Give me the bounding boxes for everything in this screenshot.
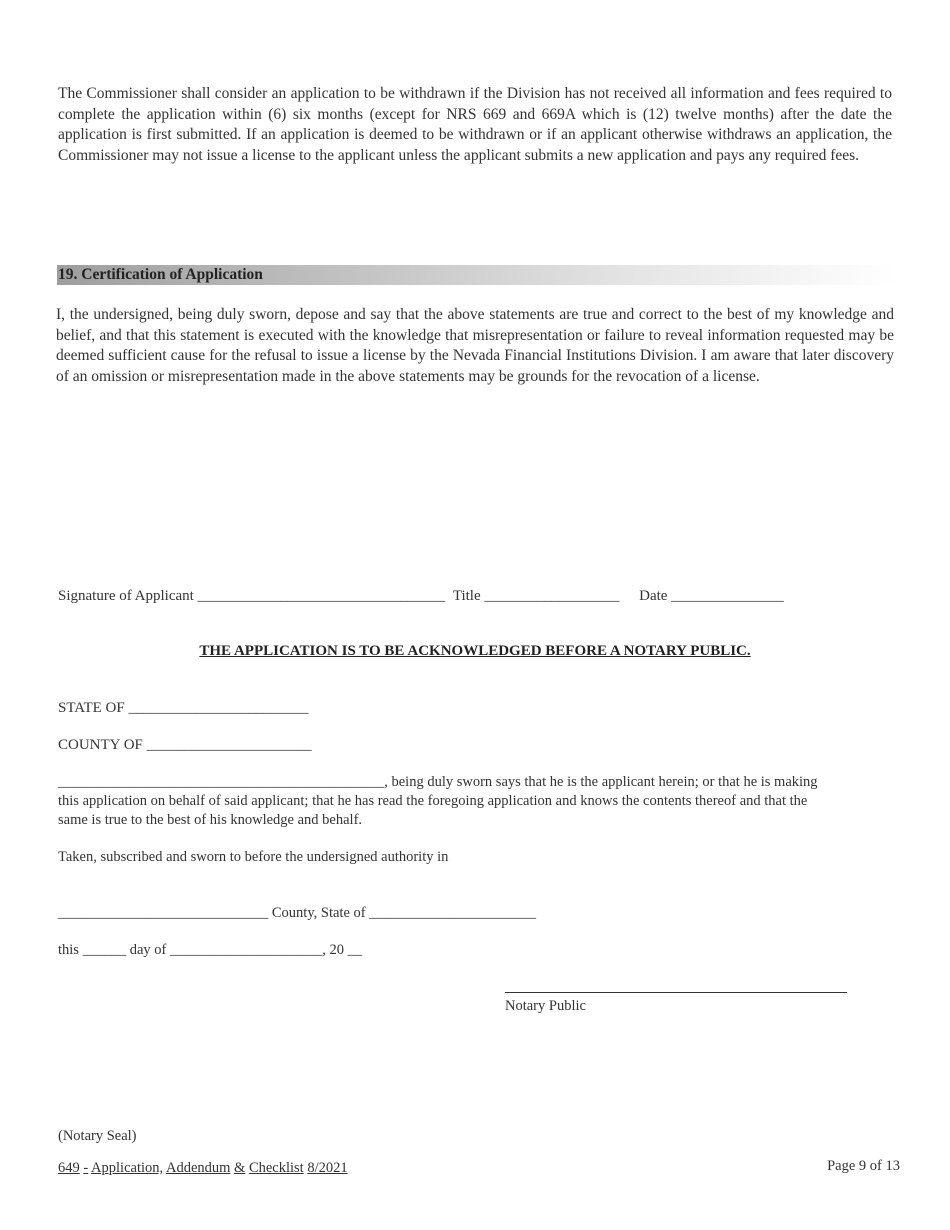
taken-subscribed-line: Taken, subscribed and sworn to before the undersigned authority in: [58, 849, 449, 865]
footer-form-id: [58, 1159, 348, 1178]
date-field[interactable]: _______________: [671, 588, 784, 604]
footer-checklist: Checklist: [248, 1160, 304, 1176]
county-field[interactable]: COUNTY OF ______________________: [58, 737, 312, 753]
title-field[interactable]: __________________: [484, 588, 620, 604]
sworn-statement-line-3: same is true to the best of his knowledge and behalf.: [58, 812, 363, 828]
sworn-statement-line-1[interactable]: _____________________________________________, being duly sworn says that he is the applicant herein; or that he is making: [58, 774, 818, 790]
title-label: Title: [452, 588, 481, 604]
withdrawal-paragraph: The Commissioner shall consider an application to be withdrawn if the Division has not received all information and fees required to complete the application within (6) six months (except for NRS 669 and 669A which is (12) twelve months) after the date the application is first submitted. If an application is deemed to be withdrawn or if an applicant otherwise withdraws an application, the Commissioner may not issue a license to the applicant unless the applicant submits a new application and pays any required fees.: [58, 85, 892, 164]
page-number: Page 9 of 13: [827, 1158, 900, 1174]
certification-statement: I, the undersigned, being duly sworn, depose and say that the above statements are true and correct to the best of my knowledge and belief, and that this statement is executed with the knowledge that misrepresentation or failure to reveal information requested may be deemed sufficient cause for the refusal to issue a license by the Nevada Financial Institutions Division. I am aware that later discovery of an omission or misrepresentation made in the above statements may be grounds for the revocation of a license.: [56, 306, 894, 385]
notary-seal-label: (Notary Seal): [58, 1128, 137, 1144]
date-sworn-field[interactable]: this ______ day of _____________________, 20 __: [58, 942, 363, 958]
signature-field[interactable]: _________________________________: [197, 588, 446, 604]
footer-form-number: 649: [58, 1160, 80, 1176]
footer-dash: -: [83, 1160, 89, 1176]
footer-addendum: Addendum: [165, 1160, 231, 1176]
date-label: Date: [639, 588, 668, 604]
signature-row: [58, 587, 784, 605]
notary-public-label: Notary Public: [505, 998, 586, 1014]
section-title: 19. Certification of Application: [58, 266, 263, 283]
signature-label: Signature of Applicant: [58, 588, 194, 604]
sworn-statement-line-2: this application on behalf of said applicant; that he has read the foregoing application and knows the contents thereof and that the: [58, 793, 808, 809]
footer-application: Application,: [91, 1160, 164, 1176]
footer-ampersand: &: [234, 1160, 246, 1176]
notary-signature-line[interactable]: [505, 992, 847, 993]
notary-notice: THE APPLICATION IS TO BE ACKNOWLEDGED BEFORE A NOTARY PUBLIC.: [199, 643, 751, 659]
state-field[interactable]: STATE OF ________________________: [58, 700, 309, 716]
county-state-field[interactable]: _____________________________ County, State of _______________________: [58, 905, 536, 921]
footer-date: 8/2021: [307, 1160, 348, 1176]
